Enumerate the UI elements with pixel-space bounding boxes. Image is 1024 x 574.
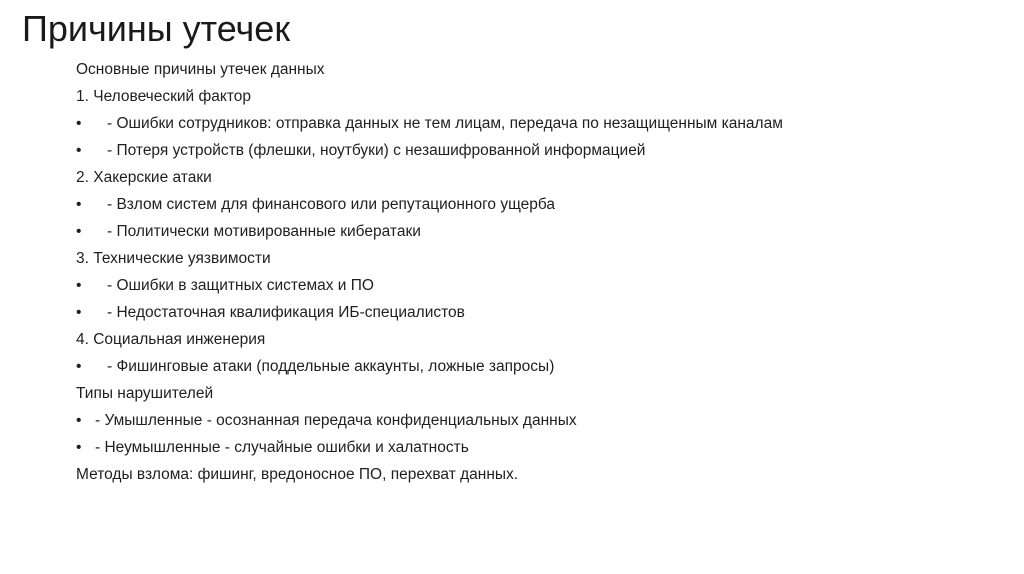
bullet-line — [76, 110, 976, 137]
slide-content — [76, 56, 976, 488]
bullet-dot: • — [76, 196, 82, 213]
text-line — [76, 83, 976, 110]
bullet-line — [76, 137, 976, 164]
bullet-dot: • — [76, 115, 82, 132]
bullet-line — [76, 407, 976, 434]
bullet-text: - Ошибки сотрудников: отправка данных не тем лицам, передача по незащищенным каналам — [107, 115, 783, 132]
bullet-text: - Ошибки в защитных системах и ПО — [107, 277, 374, 294]
text-line — [76, 245, 976, 272]
text-line — [76, 326, 976, 353]
bullet-text: - Потеря устройств (флешки, ноутбуки) с незашифрованной информацией — [107, 142, 646, 159]
bullet-line — [76, 272, 976, 299]
bullet-text: - Фишинговые атаки (поддельные аккаунты, ложные запросы) — [107, 358, 555, 375]
text-line — [76, 461, 976, 488]
bullet-dot: • — [76, 412, 82, 429]
bullet-text: - Умышленные - осознанная передача конфиденциальных данных — [95, 412, 577, 429]
slide-title: Причины утечек — [22, 8, 291, 49]
bullet-text: - Недостаточная квалификация ИБ-специалистов — [107, 304, 465, 321]
bullet-dot: • — [76, 142, 82, 159]
line-text: 4. Социальная инженерия — [76, 331, 266, 348]
text-line — [76, 164, 976, 191]
text-line — [76, 56, 976, 83]
bullet-dot: • — [76, 358, 82, 375]
line-text: Типы нарушителей — [76, 385, 214, 402]
line-text: 3. Технические уязвимости — [76, 250, 271, 267]
bullet-line — [76, 353, 976, 380]
line-text: 1. Человеческий фактор — [76, 88, 252, 105]
line-text: Методы взлома: фишинг, вредоносное ПО, перехват данных. — [76, 466, 519, 483]
bullet-line — [76, 434, 976, 461]
line-text: Основные причины утечек данных — [76, 61, 325, 78]
bullet-text: - Взлом систем для финансового или репутационного ущерба — [107, 196, 556, 213]
bullet-dot: • — [76, 304, 82, 321]
text-line — [76, 380, 976, 407]
bullet-text: - Неумышленные - случайные ошибки и халатность — [95, 439, 469, 456]
bullet-line — [76, 299, 976, 326]
bullet-line — [76, 218, 976, 245]
bullet-dot: • — [76, 439, 82, 456]
bullet-line — [76, 191, 976, 218]
bullet-text: - Политически мотивированные кибератаки — [107, 223, 421, 240]
bullet-dot: • — [76, 277, 82, 294]
line-text: 2. Хакерские атаки — [76, 169, 212, 186]
bullet-dot: • — [76, 223, 82, 240]
